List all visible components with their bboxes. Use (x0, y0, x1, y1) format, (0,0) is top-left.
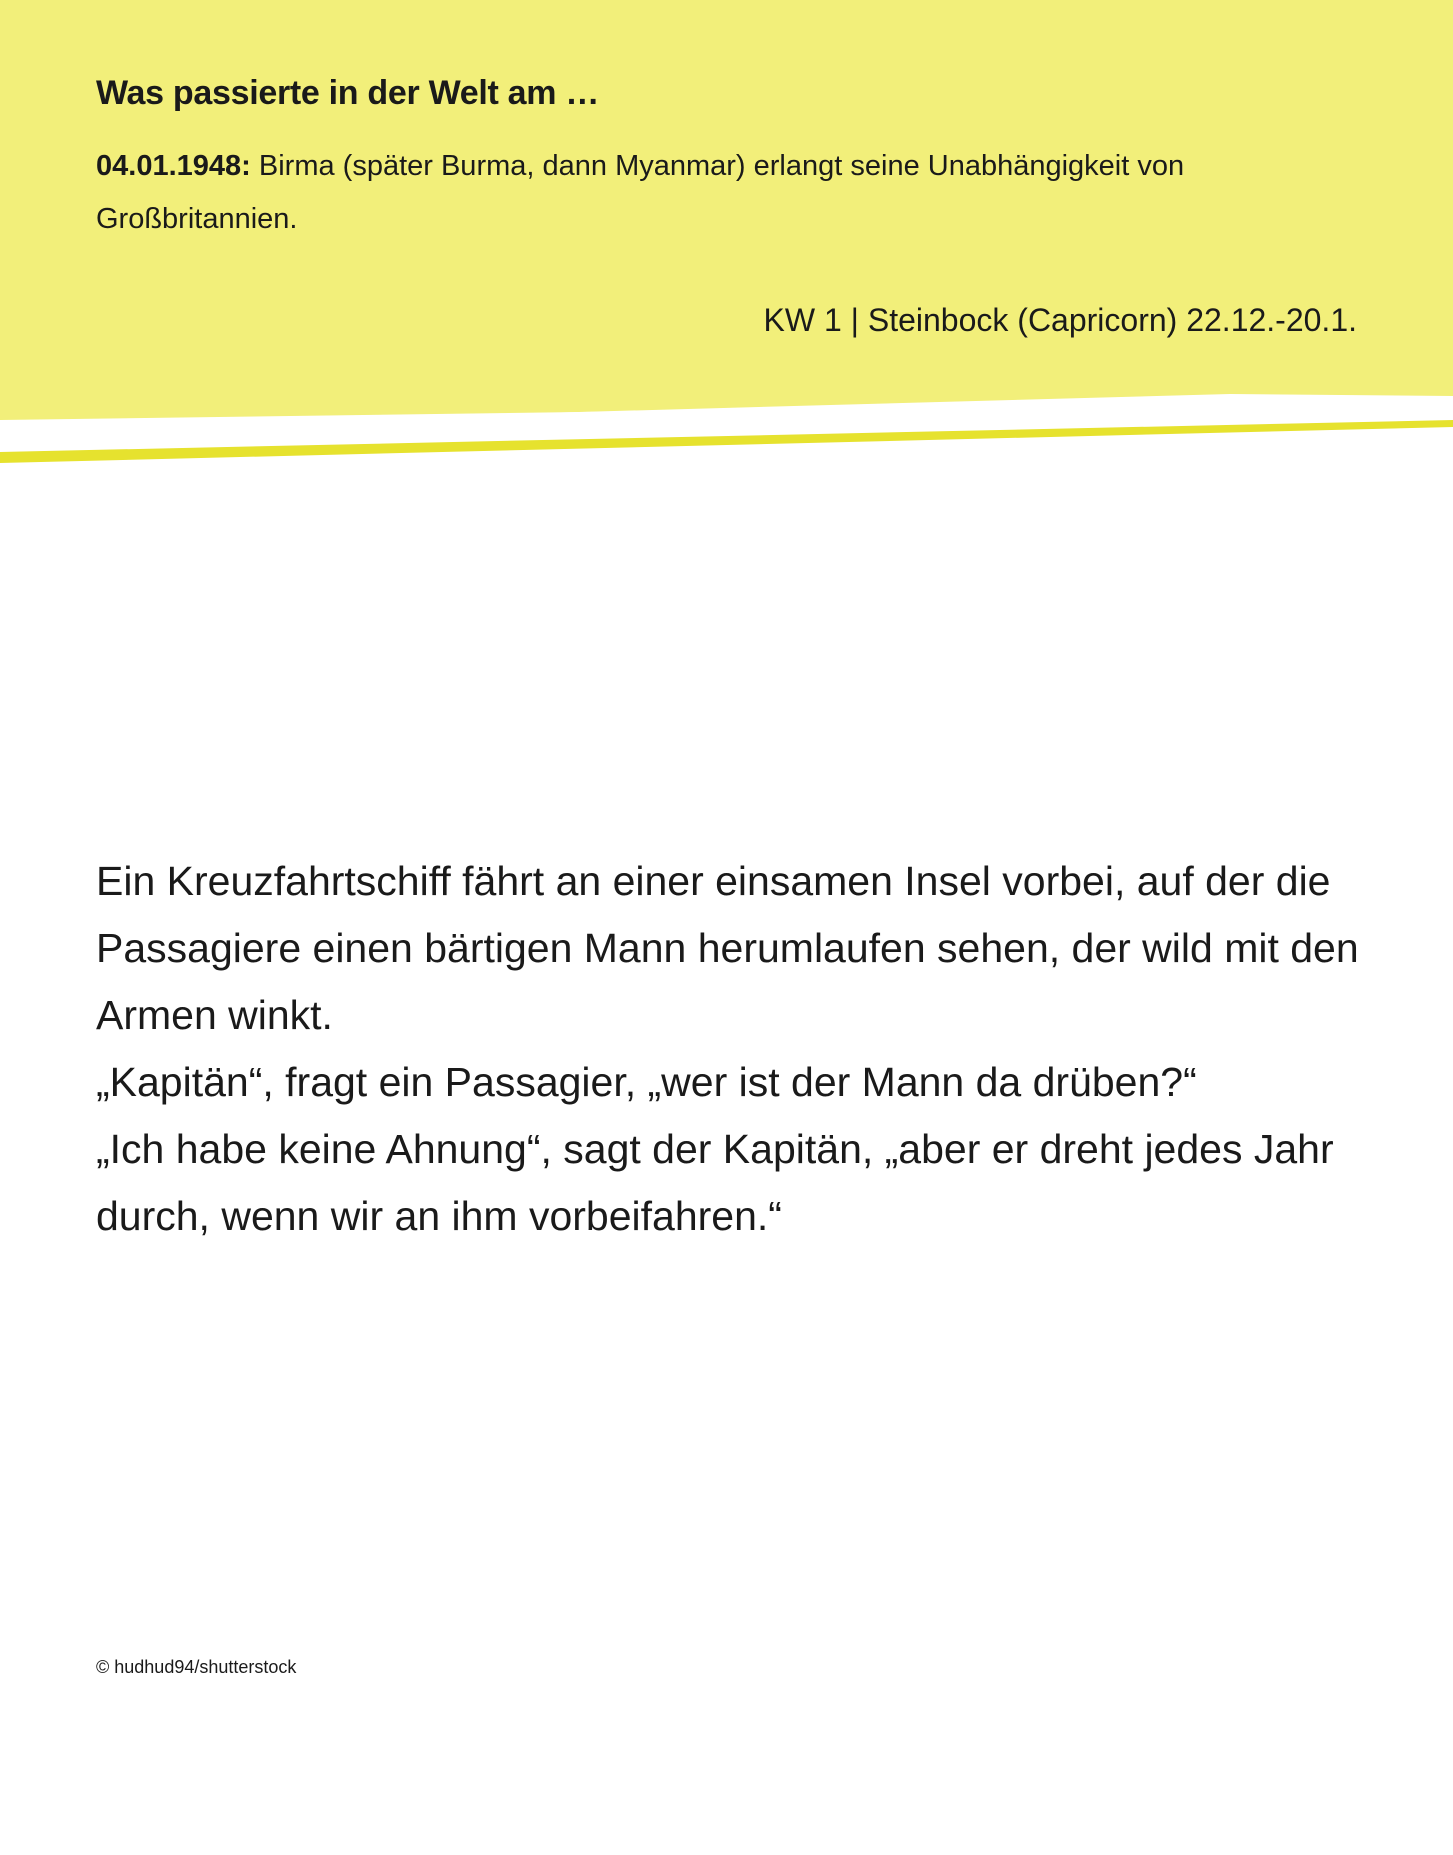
joke-paragraph-1: Ein Kreuzfahrtschiff fährt an einer einsamen Insel vorbei, auf der die Passagiere einen bärtigen Mann herumlaufen sehen, der wild mit den Armen winkt. (96, 858, 1359, 1038)
header-week-info: KW 1 | Steinbock (Capricorn) 22.12.-20.1. (763, 302, 1357, 338)
image-credit: © hudhud94/shutterstock (96, 1657, 297, 1677)
event-date: 04.01.1948: (96, 150, 251, 182)
joke-paragraph-3: „Ich habe keine Ahnung“, sagt der Kapitän, „aber er dreht jedes Jahr durch, wenn wir an ihm vorbeifahren.“ (96, 1126, 1334, 1239)
header-title: Was passierte in der Welt am … (96, 74, 600, 112)
joke-text (96, 848, 1376, 1250)
header-event (96, 140, 1356, 246)
event-text: Birma (später Burma, dann Myanmar) erlangt seine Unabhängigkeit von Großbritannien. (96, 150, 1185, 235)
header-band (0, 0, 1453, 470)
joke-paragraph-2: „Kapitän“, fragt ein Passagier, „wer ist der Mann da drüben?“ (96, 1059, 1197, 1105)
